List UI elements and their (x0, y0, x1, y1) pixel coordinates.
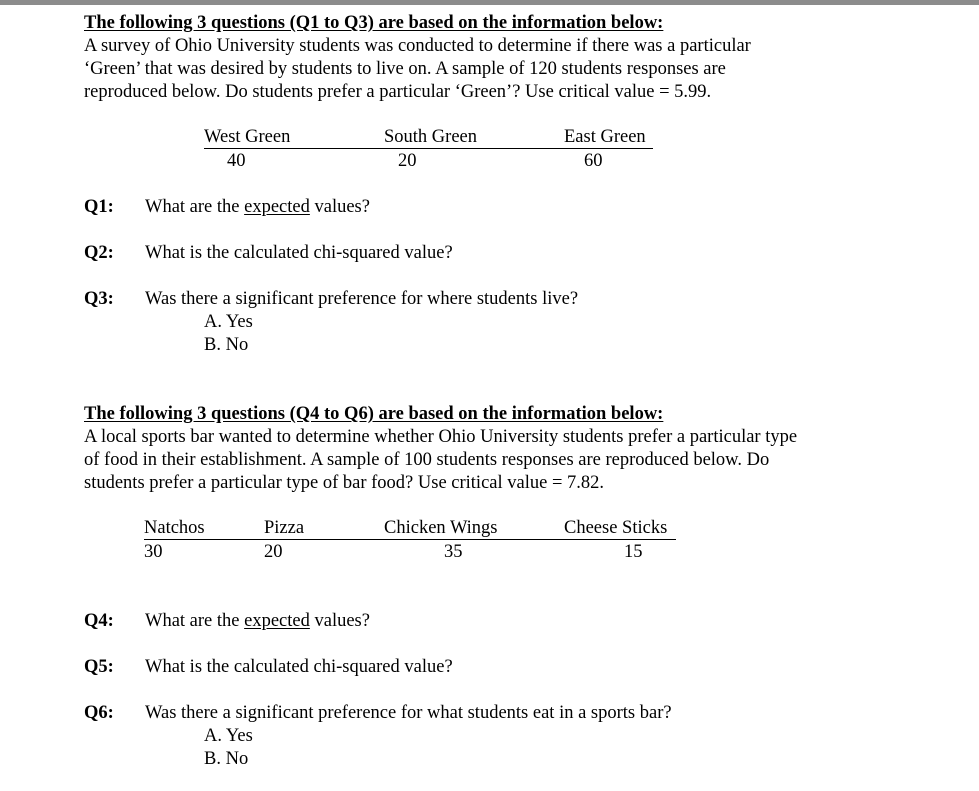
q5-number: Q5: (84, 657, 114, 677)
q1-text-post: values? (309, 197, 370, 217)
q3-number: Q3: (84, 289, 114, 309)
table2-value-cheese-sticks: 15 (624, 542, 643, 562)
table1-header-west-green: West Green (204, 127, 291, 147)
table2-value-natchos: 30 (144, 542, 163, 562)
section2-line-2: of food in their establishment. A sample of 100 students responses are reproduced below. Do (84, 450, 770, 470)
section2-intro (84, 403, 874, 495)
table1-value-east-green: 60 (584, 151, 603, 171)
table2-header-chicken-wings: Chicken Wings (384, 518, 498, 538)
table2-value-chicken-wings: 35 (444, 542, 463, 562)
section2-heading: The following 3 questions (Q4 to Q6) are based on the information below: (84, 404, 664, 424)
q6-number: Q6: (84, 703, 114, 723)
q3-option-a: A. Yes (204, 312, 253, 332)
table2-header-cheese-sticks: Cheese Sticks (564, 518, 668, 538)
table2-header-pizza: Pizza (264, 518, 305, 538)
q1-text (145, 196, 370, 219)
table1-value-west-green: 40 (227, 151, 246, 171)
table1-value-south-green: 20 (398, 151, 417, 171)
q4-text (145, 610, 370, 633)
table1-header-south-green: South Green (384, 127, 477, 147)
q1-text-emph: expected (244, 197, 310, 217)
section1-heading: The following 3 questions (Q1 to Q3) are based on the information below: (84, 13, 664, 33)
q2-text: What is the calculated chi-squared value? (145, 243, 453, 263)
section1-line-1: A survey of Ohio University students was conducted to determine if there was a particular (84, 36, 751, 56)
table1-header-east-green: East Green (564, 127, 646, 147)
table2-header-natchos: Natchos (144, 518, 205, 538)
q4-text-post: values? (309, 611, 370, 631)
q6-option-b: B. No (204, 749, 249, 769)
q2-number: Q2: (84, 243, 114, 263)
q6-option-a: A. Yes (204, 726, 253, 746)
page-top-border (0, 0, 979, 5)
table2-rule (144, 539, 676, 540)
section2-line-1: A local sports bar wanted to determine whether Ohio University students prefer a particular type (84, 427, 798, 447)
q4-number: Q4: (84, 611, 114, 631)
table1-rule (204, 148, 653, 149)
section1-intro (84, 12, 874, 104)
section1-line-3: reproduced below. Do students prefer a particular ‘Green’? Use critical value = 5.99. (84, 82, 712, 102)
section1-line-2: ‘Green’ that was desired by students to live on. A sample of 120 students responses are (84, 59, 726, 79)
q5-text: What is the calculated chi-squared value? (145, 657, 453, 677)
table2-value-pizza: 20 (264, 542, 283, 562)
q4-text-pre: What are the (145, 611, 245, 631)
section2-line-3: students prefer a particular type of bar food? Use critical value = 7.82. (84, 473, 605, 493)
q3-option-b: B. No (204, 335, 249, 355)
q3-text: Was there a significant preference for where students live? (145, 289, 579, 309)
q4-text-emph: expected (244, 611, 310, 631)
q1-text-pre: What are the (145, 197, 245, 217)
q1-number: Q1: (84, 197, 114, 217)
q6-text: Was there a significant preference for what students eat in a sports bar? (145, 703, 672, 723)
